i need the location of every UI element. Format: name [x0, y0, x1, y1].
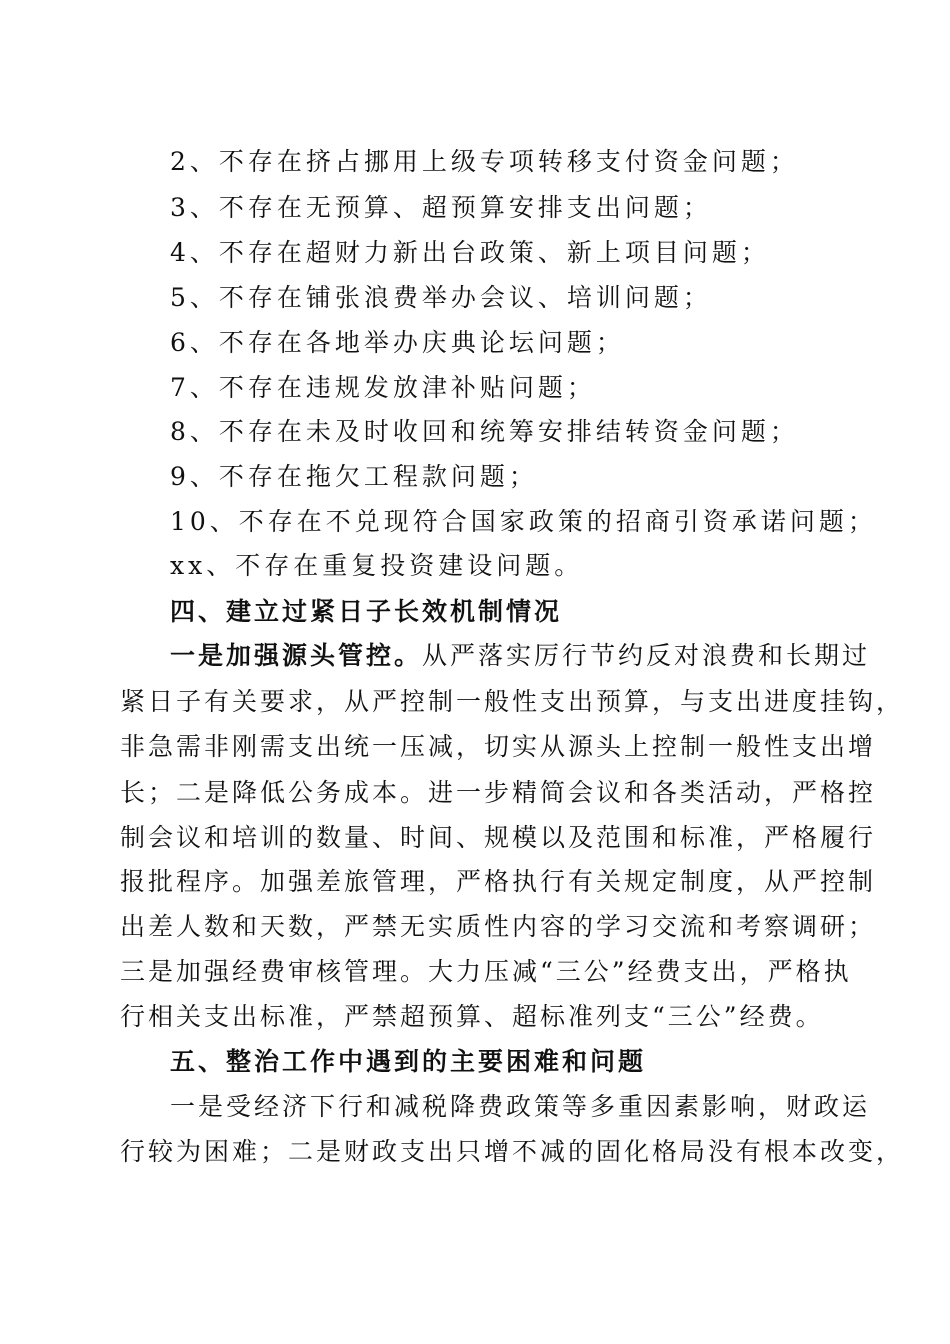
section-heading: 四、建立过紧日子长效机制情况: [170, 597, 563, 626]
paragraph-text: 从严落实厉行节约反对浪费和长期过: [422, 641, 871, 670]
section-heading: 五、整治工作中遇到的主要困难和问题: [170, 1047, 647, 1076]
list-item: 6、不存在各地举办庆典论坛问题；: [170, 328, 625, 357]
list-item: 7、不存在违规发放津补贴问题；: [170, 373, 596, 402]
list-item: 8、不存在未及时收回和统筹安排结转资金问题；: [170, 417, 799, 446]
paragraph-line: 非急需非刚需支出统一压减，切实从源头上控制一般性支出增: [120, 732, 877, 761]
paragraph-line: 一是受经济下行和减税降费政策等多重因素影响，财政运: [170, 1092, 871, 1121]
list-item: 2、不存在挤占挪用上级专项转移支付资金问题；: [170, 147, 799, 176]
paragraph-line: 行较为困难；二是财政支出只增不减的固化格局没有根本改变，: [120, 1137, 905, 1166]
paragraph-line: 行相关支出标准，严禁超预算、超标准列支“三公”经费。: [120, 1002, 824, 1031]
paragraph-line: 三是加强经费审核管理。大力压减“三公”经费支出，严格执: [120, 957, 852, 986]
list-item: 10、不存在不兑现符合国家政策的招商引资承诺问题；: [170, 507, 877, 536]
paragraph-line: 长；二是降低公务成本。进一步精简会议和各类活动，严格控: [120, 778, 877, 807]
paragraph-line: [170, 640, 871, 672]
list-item: 3、不存在无预算、超预算安排支出问题；: [170, 193, 712, 222]
list-item: 5、不存在铺张浪费举办会议、培训问题；: [170, 283, 712, 312]
list-item: xx、不存在重复投资建设问题。: [170, 551, 584, 580]
paragraph-line: 紧日子有关要求，从严控制一般性支出预算，与支出进度挂钩，: [120, 687, 905, 716]
paragraph-line: 出差人数和天数，严禁无实质性内容的学习交流和考察调研；: [120, 912, 877, 941]
list-item: 9、不存在拖欠工程款问题；: [170, 462, 538, 491]
paragraph-line: 制会议和培训的数量、时间、规模以及范围和标准，严格履行: [120, 823, 877, 852]
paragraph-line: 报批程序。加强差旅管理，严格执行有关规定制度，从严控制: [120, 867, 877, 896]
paragraph-lead: 一是加强源头管控。: [170, 641, 423, 670]
list-item: 4、不存在超财力新出台政策、新上项目问题；: [170, 238, 770, 267]
